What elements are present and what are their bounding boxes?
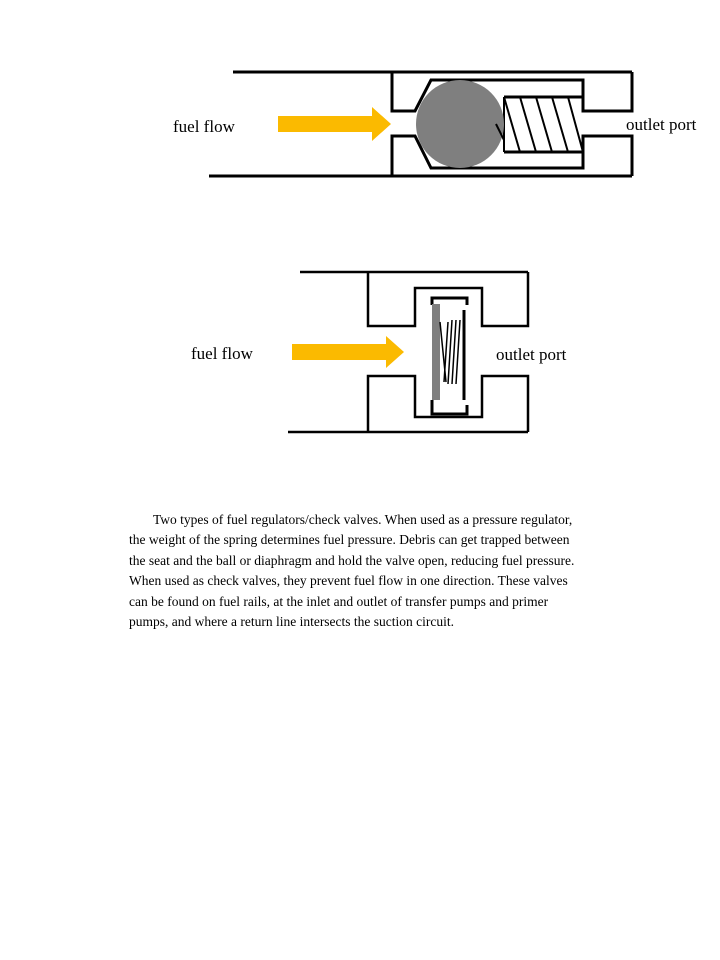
check-ball: [416, 80, 504, 168]
fuel-flow-label-bottom: fuel flow: [191, 344, 253, 363]
diaphragm-spring: [440, 320, 460, 384]
figure-caption: Two types of fuel regulators/check valves. When used as a pressure regulator, the weight of the spring determines fuel pressure. Debris can get trapped between the seat and the ball or diaphragm and hold the valve open, reducing fuel pressure. When used as check valves, they prevent fuel flow in one direction. These valves can be found on fuel rails, at the inlet and outlet of transfer pumps and primer pumps, and where a return line intersects the suction circuit.: [129, 512, 575, 630]
outlet-port-label-bottom: outlet port: [496, 345, 567, 364]
ball-valve-spring: [504, 97, 583, 152]
outlet-port-label-top: outlet port: [626, 115, 697, 134]
fuel-flow-label-top: fuel flow: [173, 117, 235, 136]
fuel-flow-arrow-bottom: [292, 336, 404, 368]
diaphragm: [432, 304, 440, 400]
fuel-flow-arrow-top: [278, 107, 391, 141]
